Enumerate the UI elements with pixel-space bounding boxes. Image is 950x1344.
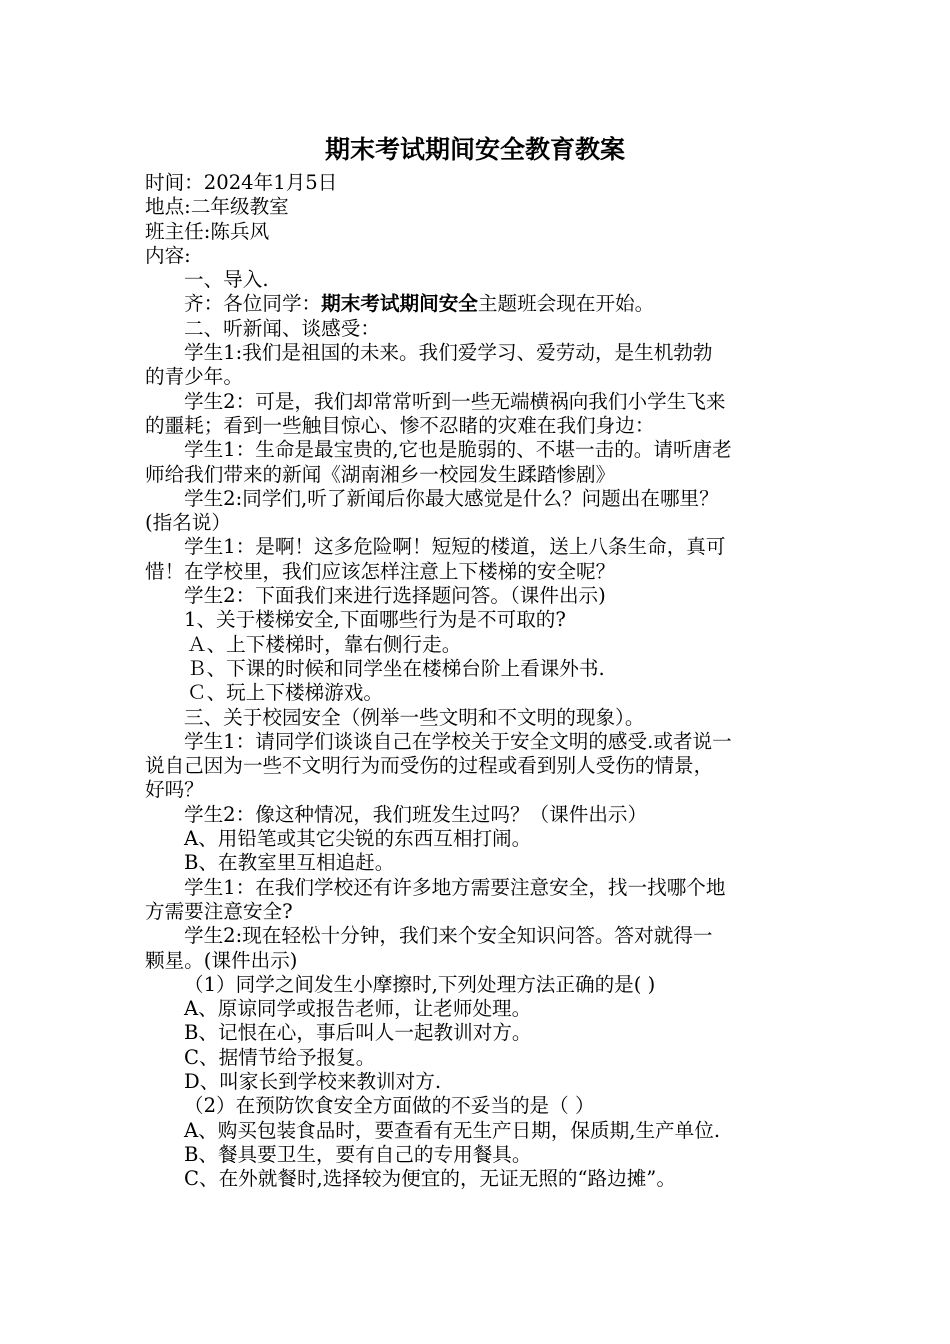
time-line: 时间：2024年1月5日 <box>145 171 338 194</box>
section-heading: 一、导入. <box>184 268 269 292</box>
theme-name: 期末考试期间安全 <box>321 292 478 316</box>
text-line: 好吗？ <box>145 778 204 802</box>
text-line: A、购买包装食品时，要查看有无生产日期，保质期,生产单位. <box>184 1118 721 1142</box>
text-line: 学生2：像这种情况，我们班发生过吗？（课件出示） <box>184 802 648 826</box>
text-line: 的噩耗；看到一些触目惊心、惨不忍睹的灾难在我们身边： <box>145 413 655 437</box>
paragraph-lines <box>145 341 805 1191</box>
text-line: 1、关于楼梯安全,下面哪些行为是不可取的? <box>184 608 566 632</box>
text-line: （1）同学之间发生小摩擦时,下列处理方法正确的是( ) <box>184 972 656 996</box>
opening-prefix: 齐：各位同学： <box>184 292 322 316</box>
text-line: B、记恨在心，事后叫人一起教训对方。 <box>184 1021 532 1045</box>
text-line: 说自己因为一些不文明行为而受伤的过程或看到别人受伤的情景， <box>145 754 714 778</box>
text-line: 方需要注意安全? <box>145 899 293 923</box>
text-line: (指名说） <box>145 511 232 535</box>
teacher-line: 班主任:陈兵风 <box>145 219 270 243</box>
text-line: 学生2：下面我们来进行选择题问答。（课件出示) <box>184 584 606 608</box>
section-heading: 二、听新闻、谈感受： <box>184 316 380 340</box>
text-line: Ａ、上下楼梯时，靠右侧行走。 <box>187 632 462 656</box>
document-title: 期末考试期间安全教育教案 <box>324 135 625 164</box>
content-label: 内容: <box>145 243 191 267</box>
opening-line <box>145 292 805 316</box>
text-line: 学生1：是啊！这多危险啊！短短的楼道，送上八条生命，真可 <box>184 535 726 559</box>
text-line: D、叫家长到学校来教训对方. <box>184 1069 442 1093</box>
text-line: 的青少年。 <box>145 365 243 389</box>
text-line: Ｂ、下课的时候和同学坐在楼梯台阶上看课外书. <box>187 656 605 680</box>
text-line: 学生2:同学们,听了新闻后你最大感觉是什么？问题出在哪里？ <box>184 486 719 510</box>
text-line: Ｃ、玩上下楼梯游戏。 <box>187 681 383 705</box>
text-line: 三、关于校园安全（例举一些文明和不文明的现象）。 <box>184 705 645 729</box>
text-line: 学生2:现在轻松十分钟，我们来个安全知识问答。答对就得一 <box>184 924 713 948</box>
text-line: 学生1：请同学们谈谈自己在学校关于安全文明的感受.或者说一 <box>184 729 732 753</box>
text-line: 惜！在学校里，我们应该怎样注意上下楼梯的安全呢？ <box>145 559 616 583</box>
text-line: 学生2：可是，我们却常常听到一些无端横祸向我们小学生飞来 <box>184 389 726 413</box>
text-line: A、用铅笔或其它尖锐的东西互相打闹。 <box>184 827 532 851</box>
text-line: 学生1：生命是最宝贵的,它也是脆弱的、不堪一击的。请听唐老 <box>184 438 732 462</box>
text-line: C、在外就餐时,选择较为便宜的，无证无照的“路边摊”。 <box>184 1167 676 1191</box>
text-line: 学生1：在我们学校还有许多地方需要注意安全，找一找哪个地 <box>184 875 726 899</box>
opening-suffix: 主题班会现在开始。 <box>477 292 655 316</box>
document-body <box>145 171 805 1191</box>
text-line: A、原谅同学或报告老师，让老师处理。 <box>184 997 532 1021</box>
text-line: B、在教室里互相追赶。 <box>184 851 395 875</box>
text-line: C、据情节给予报复。 <box>184 1045 376 1069</box>
text-line: B、餐具要卫生，要有自己的专用餐具。 <box>184 1142 532 1166</box>
text-line: 学生1:我们是祖国的未来。我们爱学习、爱劳动，是生机勃勃 <box>184 341 713 365</box>
text-line: 颗星。(课件出示) <box>145 948 298 972</box>
text-line: （2）在预防饮食安全方面做的不妥当的是（ ） <box>184 1094 595 1118</box>
text-line: 师给我们带来的新闻《湖南湘乡一校园发生蹂踏惨剧》 <box>145 462 616 486</box>
place-line: 地点:二年级教室 <box>145 195 289 219</box>
